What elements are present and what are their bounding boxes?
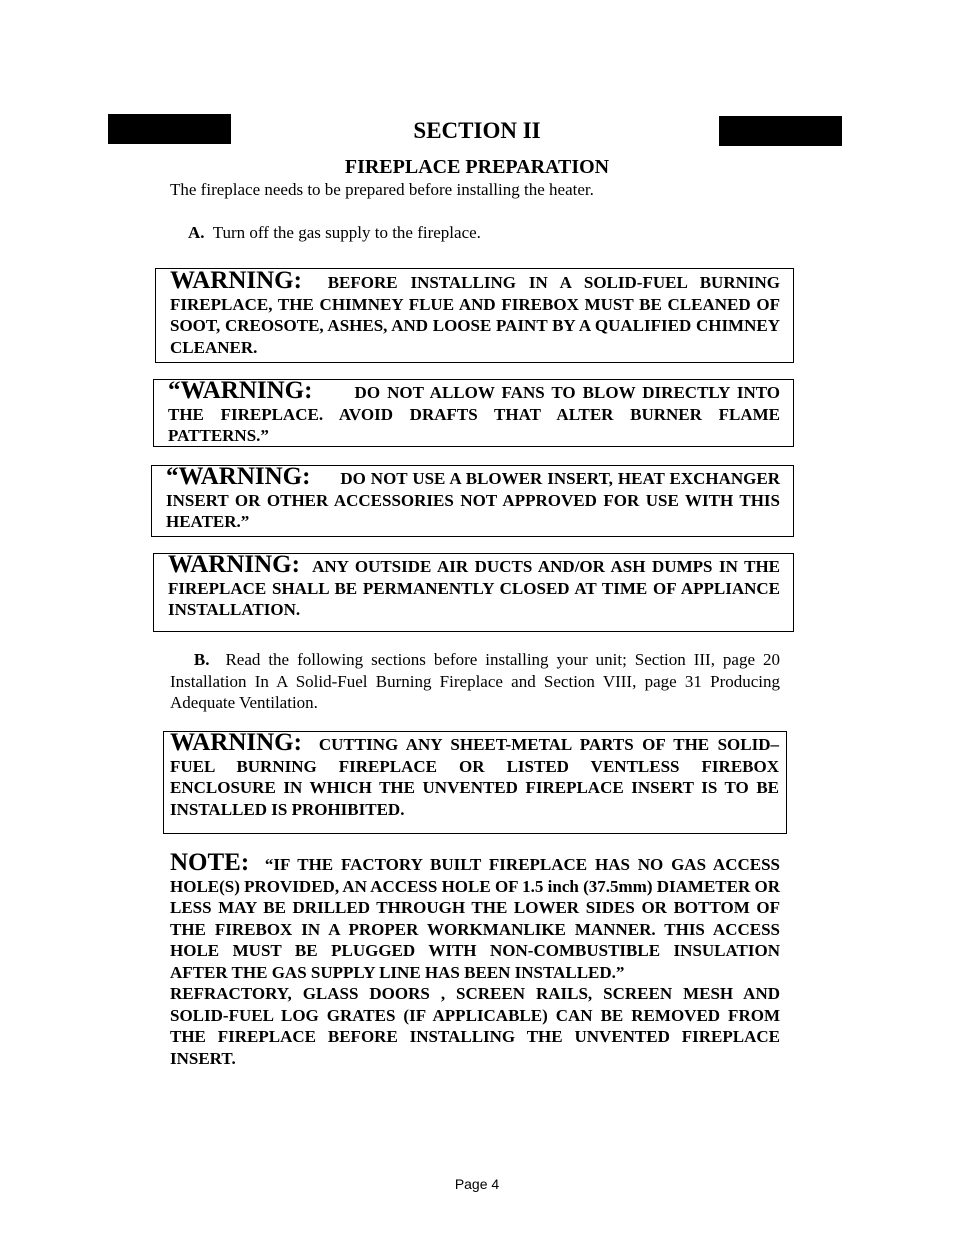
intro-text: The fireplace needs to be prepared before installing the heater. (170, 180, 594, 199)
step-b-text: Read the following sections before installing your unit; Section III, page 20 Installation In A Solid-Fuel Burning Fireplace and Section VIII, page 31 Producing Adequate Ventilation. (170, 650, 780, 712)
note-label: NOTE: (170, 849, 250, 876)
warning-box-fans (153, 379, 794, 447)
note-text-removal: REFRACTORY, GLASS DOORS , SCREEN RAILS, SCREEN MESH AND SOLID-FUEL LOG GRATES (IF APPLICABLE) CAN BE REMOVED FROM THE FIREPLACE BEFORE INSTALLING THE UNVENTED FIREPLACE INSERT. (170, 984, 780, 1068)
note-text: “IF THE FACTORY BUILT FIREPLACE HAS NO GAS ACCESS HOLE(S) PROVIDED, AN ACCESS HOLE OF 1.5 inch (37.5mm) DIAMETER OR LESS MAY BE DRILLED THROUGH THE LOWER SIDES OR BOTTOM OF THE FIREBOX IN A PROPER WORKMANLIKE MANNER. THIS ACCESS HOLE MUST BE PLUGGED WITH NON-COMBUSTIBLE INSULATION AFTER THE GAS SUPPLY LINE HAS BEEN INSTALLED.” (170, 855, 781, 982)
warning-text: CUTTING ANY SHEET-METAL PARTS OF THE SOLID–FUEL BURNING FIREPLACE OR LISTED VENTLESS FIREBOX ENCLOSURE IN WHICH THE UNVENTED FIREPLACE INSERT IS TO BE INSTALLED IS PROHIBITED. (170, 735, 779, 819)
warning-text: DO NOT ALLOW FANS TO BLOW DIRECTLY INTO THE FIREPLACE. AVOID DRAFTS THAT ALTER BURNER FLAME PATTERNS.” (168, 383, 780, 445)
warning-label: WARNING: (168, 551, 300, 578)
warning-label: “WARNING: (168, 377, 313, 404)
warning-box-chimney (155, 268, 794, 363)
page-number: Page 4 (454, 1176, 500, 1192)
warning-label: WARNING: (170, 729, 302, 756)
section-title: SECTION II (413, 118, 541, 143)
section-subtitle: FIREPLACE PREPARATION (344, 156, 610, 178)
warning-text: BEFORE INSTALLING IN A SOLID-FUEL BURNING FIREPLACE, THE CHIMNEY FLUE AND FIREBOX MUST BE CLEANED OF SOOT, CREOSOTE, ASHES, AND LOOSE PAINT BY A QUALIFIED CHIMNEY CLEANER. (170, 273, 781, 357)
step-b-label: B. (193, 650, 210, 669)
warning-box-sheet-metal (163, 731, 787, 834)
warning-box-blower (151, 465, 794, 537)
step-a (188, 222, 788, 244)
warning-box-air-ducts (153, 553, 794, 632)
step-a-label: A. (188, 223, 205, 242)
warning-text: ANY OUTSIDE AIR DUCTS AND/OR ASH DUMPS IN THE FIREPLACE SHALL BE PERMANENTLY CLOSED AT TIME OF APPLIANCE INSTALLATION. (168, 557, 781, 619)
warning-label: “WARNING: (166, 463, 311, 490)
step-b (170, 649, 780, 714)
warning-text: DO NOT USE A BLOWER INSERT, HEAT EXCHANGER INSERT OR OTHER ACCESSORIES NOT APPROVED FOR USE WITH THIS HEATER.” (166, 469, 780, 531)
note-block (170, 849, 781, 1069)
step-a-text: Turn off the gas supply to the fireplace. (212, 223, 481, 242)
warning-label: WARNING: (170, 267, 302, 294)
